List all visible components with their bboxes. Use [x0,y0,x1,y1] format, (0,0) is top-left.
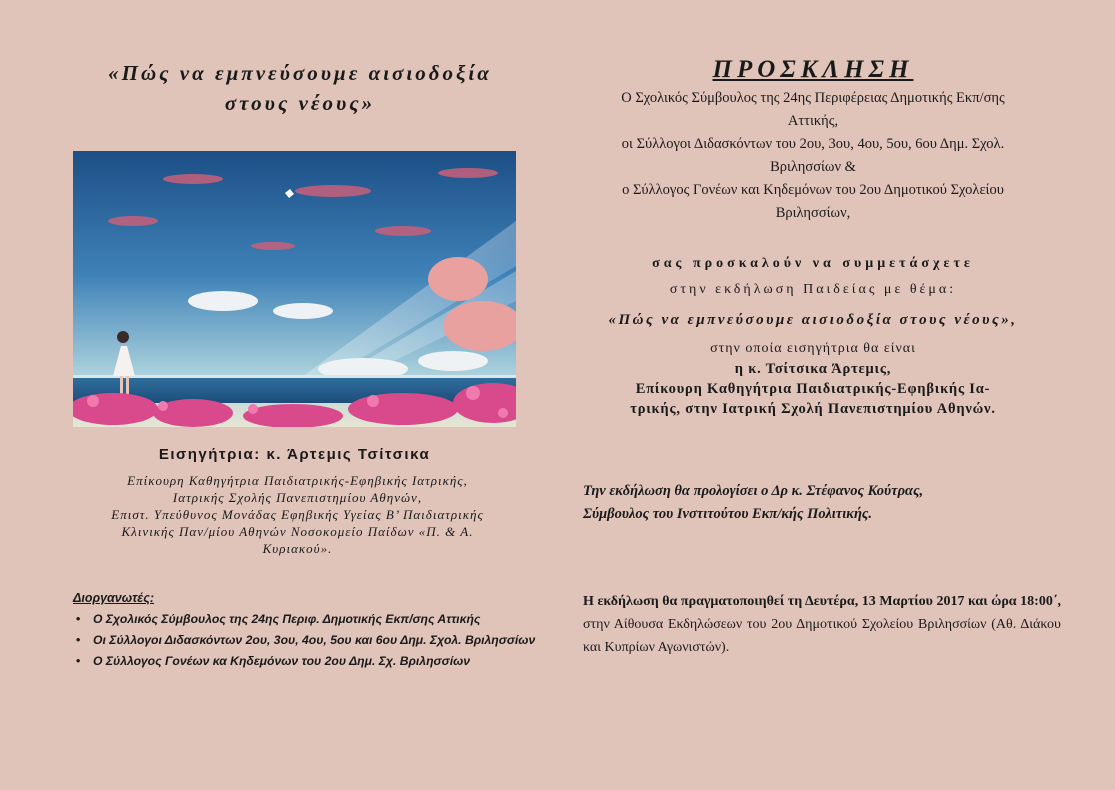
speaker-desc-line: Επιστ. Υπεύθυνος Μονάδας Εφηβικής Υγείας Β’ Παιδιατρικής [111,507,484,522]
intro-line: Ο Σχολικός Σύμβουλος της 24ης Περιφέρειας Δημοτικής Εκπ/σης [621,90,1005,106]
invitation-date [583,590,1061,659]
speaker-line: τρικής, στην Ιατρική Σχολή Πανεπιστημίου Αθηνών. [630,401,996,417]
invitation-event: στην εκδήλωση Παιδείας με θέμα: [669,282,957,297]
speaker-desc-line: Κλινικής Παν/μίου Αθηνών Νοσοκομείο Παίδων «Π. & Α. [121,524,474,539]
organizer-item [73,651,563,672]
speaker-line: η κ. Τσίτσικα Άρτεμις, [734,361,892,377]
bullet-icon: • [76,612,81,626]
left-title-line2: στους νέους» [224,91,376,115]
speaker-desc-line: Ιατρικής Σχολής Πανεπιστημίου Αθηνών, [172,490,423,505]
invitation-call: σας προσκαλούν να συμμετάσχετε [652,256,974,271]
invitation-title: ΠΡΟΣΚΛΗΣΗ [712,56,914,83]
organizer-text: Ο Σύλλογος Γονέων κα Κηδεμόνων του 2ου Δημ. Σχ. Βριλησσίων [93,654,471,668]
organizers-heading: Διοργανωτές: [73,591,155,605]
left-title-line1: «Πώς να εμπνεύσουμε αισιοδοξία [108,61,492,85]
intro-line: Βριλησσίων & [770,159,856,175]
girl-by-sea-illustration [73,151,516,427]
speaker-desc-line: Κυριακού». [262,541,333,556]
intro-line: Αττικής, [787,113,839,129]
bullet-icon: • [76,633,81,647]
invitation-block [548,55,1078,419]
invitation-prologue [583,480,1063,526]
illustration-svg [73,151,516,427]
invitation-intro [548,87,1078,225]
organizer-text: Οι Σύλλογοι Διδασκόντων 2ου, 3ου, 4ου, 5ου και 6ου Δημ. Σχολ. Βριλησσίων [93,633,536,647]
intro-line: οι Σύλλογοι Διδασκόντων του 2ου, 3ου, 4ου, 5ου, 6ου Δημ. Σχολ. [621,136,1005,152]
organizer-item [73,609,563,630]
organizer-item [73,630,563,651]
date-rest: στην Αίθουσα Εκδηλώσεων του 2ου Δημοτικού Σχολείου Βριλησσίων (Αθ. Διάκου και Κυπρίων Αγωνιστών). [583,617,1061,655]
speaker-name: Εισηγήτρια: κ. Άρτεμις Τσίτσικα [158,446,431,463]
intro-line: Βριλησσίων, [775,205,851,221]
bullet-icon: • [76,654,81,668]
intro-line: ο Σύλλογος Γονέων και Κηδεμόνων του 2ου Δημοτικού Σχολείου [622,182,1004,198]
speaker-desc-line: Επίκουρη Καθηγήτρια Παιδιατρικής-Εφηβικής Ιατρικής, [127,473,468,488]
organizers-list [73,609,563,672]
date-bold: Η εκδήλωση θα πραγματοποιηθεί τη Δευτέρα, 13 Μαρτίου 2017 και ώρα 18:00΄, [583,594,1061,609]
speaker-description [60,472,535,557]
prologue-line: Σύμβουλος του Ινστιτούτου Εκπ/κής Πολιτικής. [583,506,873,522]
left-title [40,58,560,118]
invitation-speaker-intro: στην οποία εισηγήτρια θα είναι [710,341,916,356]
invitation-theme: «Πώς να εμπνεύσουμε αισιοδοξία στους νέους», [608,312,1018,328]
speaker-line: Επίκουρη Καθηγήτρια Παιδιατρικής-Εφηβικής Ια- [635,381,991,397]
organizer-text: Ο Σχολικός Σύμβουλος της 24ης Περιφ. Δημοτικής Εκπ/σης Αττικής [93,612,481,626]
invitation-speaker [548,359,1078,419]
prologue-line: Την εκδήλωση θα προλογίσει ο Δρ κ. Στέφανος Κούτρας, [583,483,924,499]
